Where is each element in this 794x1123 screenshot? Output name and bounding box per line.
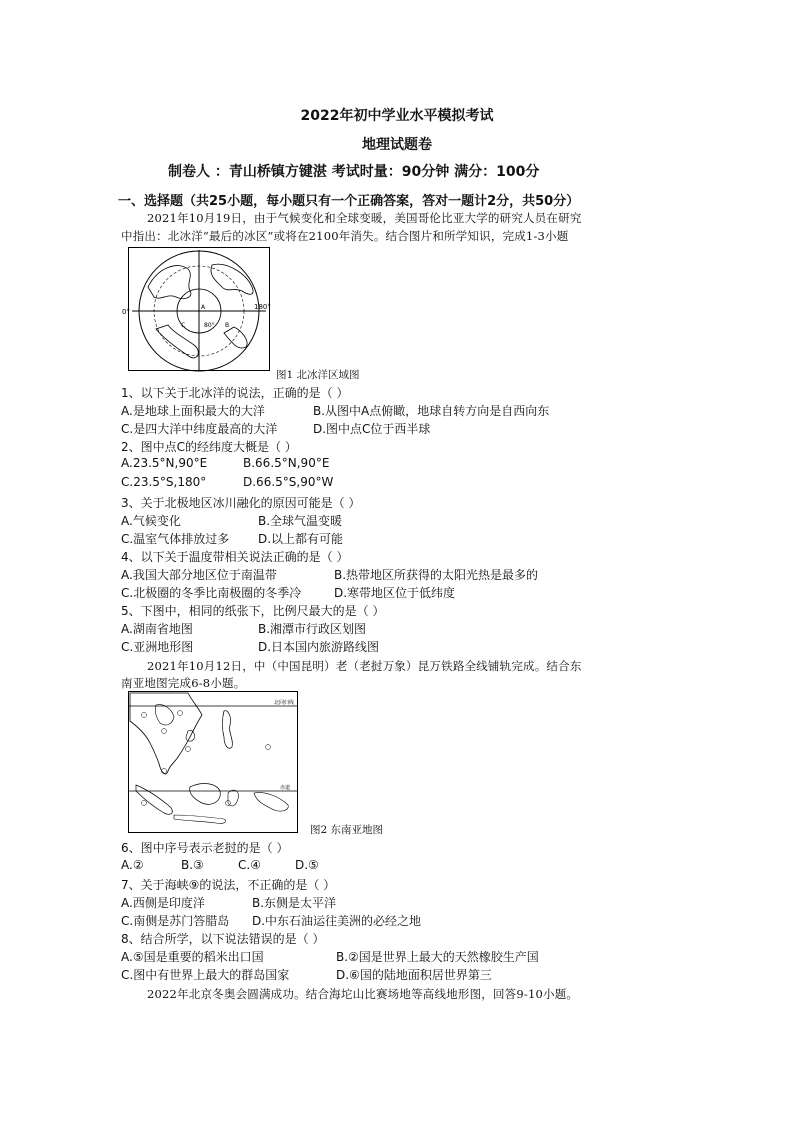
exam-meta: 制卷人 ：青山桥镇方键湛 考试时量：90分钟 满分：100分 (168, 164, 540, 180)
figure2-caption: 图2 东南亚地图 (310, 824, 384, 836)
q2-option-c[interactable]: C.23.5°S,180° (121, 475, 207, 489)
intro3-line1: 2022年北京冬奥会圆满成功。结合海坨山比赛场地等高线地形图，回答9-10小题。 (147, 987, 579, 1001)
southeast-asia-map-figure (128, 691, 298, 833)
fig1-lon0-label: 0° (122, 308, 130, 316)
question-5-stem: 5、下图中，相同的纸张下，比例尺最大的是（ ） (121, 604, 385, 618)
q2-option-d[interactable]: D.66.5°S,90°W (243, 475, 334, 489)
q3-option-d[interactable]: D.以上都有可能 (258, 532, 344, 546)
q1-option-d[interactable]: D.图中点C位于西半球 (313, 422, 431, 436)
question-3-stem: 3、关于北极地区冰川融化的原因可能是（ ） (121, 496, 361, 510)
q3-option-a[interactable]: A.气候变化 (121, 514, 181, 528)
q3-option-b[interactable]: B.全球气温变暖 (258, 514, 343, 528)
fig1-point-b: B (225, 322, 230, 329)
q8-option-a[interactable]: A.⑤国是重要的稻米出口国 (121, 950, 264, 964)
question-4-stem: 4、以下关于温度带相关说法正确的是（ ） (121, 550, 349, 564)
q6-option-a[interactable]: A.② (121, 858, 144, 872)
q4-option-c[interactable]: C.北极圈的冬季比南极圈的冬季冷 (121, 586, 302, 600)
q8-option-d[interactable]: D.⑥国的陆地面积居世界第三 (336, 968, 492, 982)
question-2-stem: 2、图中点C的经纬度大概是（ ） (121, 440, 297, 454)
q8-option-b[interactable]: B.②国是世界上最大的天然橡胶生产国 (336, 950, 539, 964)
fig1-lon180-label: 180° (254, 303, 271, 311)
q8-option-c[interactable]: C.图中有世界上最大的群岛国家 (121, 968, 290, 982)
q1-option-b[interactable]: B.从图中A点俯瞰，地球自转方向是自西向东 (313, 404, 550, 418)
q5-option-c[interactable]: C.亚洲地形图 (121, 640, 194, 654)
q5-option-d[interactable]: D.日本国内旅游路线图 (258, 640, 380, 654)
q1-option-c[interactable]: C.是四大洋中纬度最高的大洋 (121, 422, 278, 436)
fig1-lat80-label: 80° (204, 322, 215, 329)
q4-option-d[interactable]: D.寒带地区位于低纬度 (334, 586, 456, 600)
q7-option-b[interactable]: B.东侧是太平洋 (252, 896, 337, 910)
q4-option-a[interactable]: A.我国大部分地区位于南温带 (121, 568, 277, 582)
intro1-line1: 2021年10月19日，由于气候变化和全球变暖，美国哥伦比亚大学的研究人员在研究 (147, 211, 582, 225)
q5-option-b[interactable]: B.湘潭市行政区划图 (258, 622, 367, 636)
q2-option-a[interactable]: A.23.5°N,90°E (121, 456, 208, 470)
q3-option-c[interactable]: C.温室气体排放过多 (121, 532, 230, 546)
intro1-line2: 中指出：北冰洋“最后的冰区”或将在2100年消失。结合图片和所学知识，完成1-3小题 (121, 229, 569, 243)
exam-title: 2022年初中学业水平模拟考试 (300, 108, 494, 124)
question-7-stem: 7、关于海峡⑨的说法，不正确的是（ ） (121, 878, 336, 892)
q7-option-c[interactable]: C.南侧是苏门答腊岛 (121, 914, 230, 928)
question-8-stem: 8、结合所学，以下说法错误的是（ ） (121, 932, 325, 946)
exam-subtitle: 地理试题卷 (362, 137, 432, 153)
fig2-tropic-label: 北回归线 (274, 700, 295, 706)
q2-option-b[interactable]: B.66.5°N,90°E (243, 456, 330, 470)
question-6-stem: 6、图中序号表示老挝的是（ ） (121, 841, 289, 855)
fig2-equator-label: 赤道 (280, 785, 291, 791)
fig1-point-a: A (201, 304, 206, 311)
q6-option-b[interactable]: B.③ (181, 858, 204, 872)
q7-option-d[interactable]: D.中东石油运往美洲的必经之地 (252, 914, 422, 928)
section-heading: 一、选择题（共25小题，每小题只有一个正确答案，答对一题计2分，共50分） (118, 194, 580, 209)
arctic-map-figure (122, 247, 271, 371)
intro2-line1: 2021年10月12日，中（中国昆明）老（老挝万象）昆万铁路全线铺轨完成。结合东 (147, 659, 582, 673)
figure1-caption: 图1 北冰洋区域图 (276, 369, 360, 381)
question-1-stem: 1、以下关于北冰洋的说法，正确的是（ ） (121, 386, 349, 400)
q6-option-c[interactable]: C.④ (238, 858, 261, 872)
q6-option-d[interactable]: D.⑤ (295, 858, 319, 872)
q7-option-a[interactable]: A.西侧是印度洋 (121, 896, 205, 910)
q5-option-a[interactable]: A.湖南省地图 (121, 622, 193, 636)
fig1-point-c: C (181, 322, 186, 329)
q1-option-a[interactable]: A.是地球上面积最大的大洋 (121, 404, 265, 418)
intro2-line2: 南亚地图完成6-8小题。 (121, 676, 246, 690)
q4-option-b[interactable]: B.热带地区所获得的太阳光热是最多的 (334, 568, 539, 582)
